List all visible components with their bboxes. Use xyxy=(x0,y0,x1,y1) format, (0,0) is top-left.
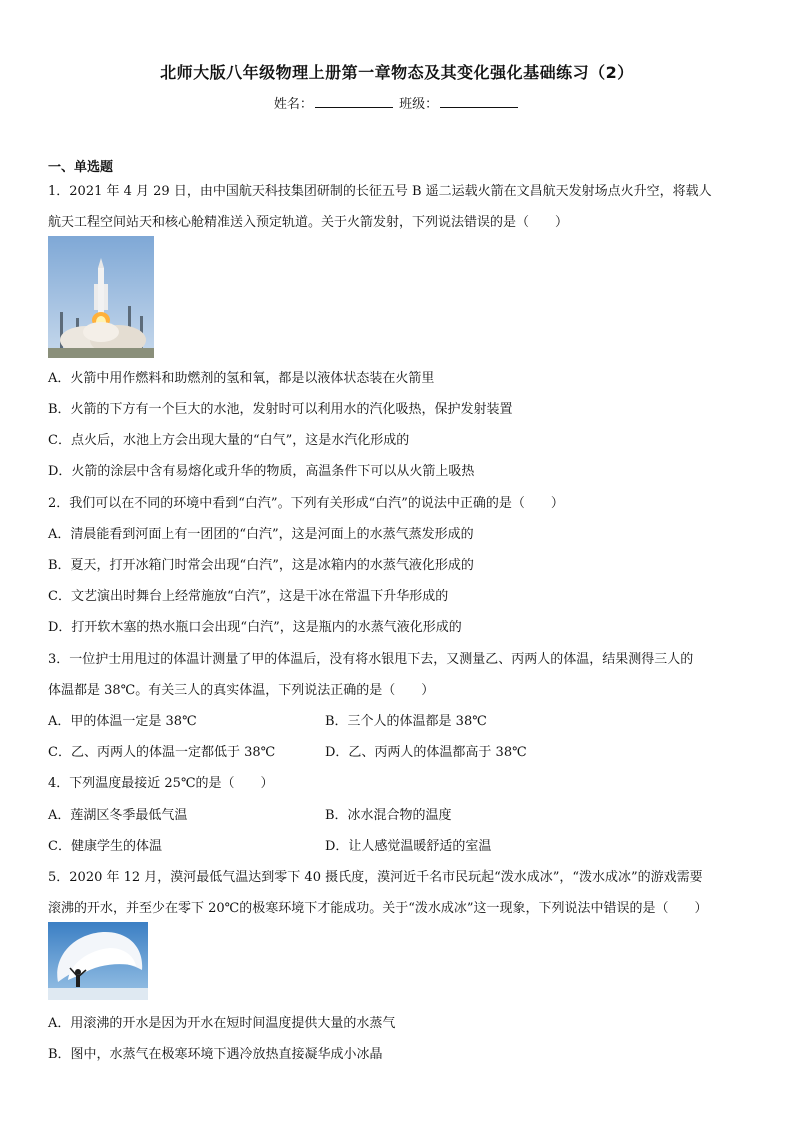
q1-option-a: A．火箭中用作燃料和助燃剂的氢和氧，都是以液体状态装在火箭里 xyxy=(48,371,435,386)
q5-option-a: A．用滚沸的开水是因为开水在短时间温度提供大量的水蒸气 xyxy=(48,1016,396,1031)
q1-stem-line1: 1．2021 年 4 月 29 日，由中国航天科技集团研制的长征五号 B 遥二运载火箭在文昌航天发射场点火升空，将载人 xyxy=(48,184,712,199)
splash-water-ice-illustration xyxy=(48,922,148,1000)
q4-option-a: A．莲湖区冬季最低气温 xyxy=(48,808,188,823)
splash-water-ice-image xyxy=(48,922,148,1000)
class-label: 班级： xyxy=(399,97,439,112)
name-class-line xyxy=(0,93,794,112)
q4-option-d: D．让人感觉温暖舒适的室温 xyxy=(325,839,492,854)
q4-option-b: B．冰水混合物的温度 xyxy=(325,808,452,823)
q2-option-a: A．清晨能看到河面上有一团团的“白汽”，这是河面上的水蒸气蒸发形成的 xyxy=(48,527,474,542)
name-label: 姓名： xyxy=(273,97,313,112)
q5-stem-line1: 5．2020 年 12 月，漠河最低气温达到零下 40 摄氏度，漠河近千名市民玩起“泼水成冰”，“泼水成冰”的游戏需要 xyxy=(48,870,703,885)
q4-option-c: C．健康学生的体温 xyxy=(48,839,162,854)
q3-option-d: D．乙、丙两人的体温都高于 38℃ xyxy=(325,745,527,760)
q4-stem: 4．下列温度最接近 25℃的是（ ） xyxy=(48,776,274,791)
q3-option-b: B．三个人的体温都是 38℃ xyxy=(325,714,487,729)
q5-option-b: B．图中，水蒸气在极寒环境下遇冷放热直接凝华成小冰晶 xyxy=(48,1047,383,1062)
q3-stem-line1: 3．一位护士用甩过的体温计测量了甲的体温后，没有将水银甩下去，又测量乙、丙两人的体温，结果测得三人的 xyxy=(48,652,694,667)
q2-option-c: C．文艺演出时舞台上经常施放“白汽”，这是干冰在常温下升华形成的 xyxy=(48,589,449,604)
section-heading: 一、单选题 xyxy=(48,160,114,175)
q3-option-a: A．甲的体温一定是 38℃ xyxy=(48,714,197,729)
q1-stem-line2: 航天工程空间站天和核心舱精准送入预定轨道。关于火箭发射，下列说法错误的是（ ） xyxy=(48,215,569,230)
q2-option-b: B．夏天，打开冰箱门时常会出现“白汽”，这是冰箱内的水蒸气液化形成的 xyxy=(48,558,474,573)
q5-stem-line2: 滚沸的开水，并至少在零下 20℃的极寒环境下才能成功。关于“泼水成冰”这一现象，下列说法中错误的是（ ） xyxy=(48,901,708,916)
q3-option-c: C．乙、丙两人的体温一定都低于 38℃ xyxy=(48,745,276,760)
q2-option-d: D．打开软木塞的热水瓶口会出现“白汽”，这是瓶内的水蒸气液化形成的 xyxy=(48,620,462,635)
page-title: 北师大版八年级物理上册第一章物态及其变化强化基础练习（2） xyxy=(160,63,634,82)
q2-stem: 2．我们可以在不同的环境中看到“白汽”。下列有关形成“白汽”的说法中正确的是（ ） xyxy=(48,496,564,511)
class-blank[interactable] xyxy=(440,95,518,108)
q1-option-d: D．火箭的涂层中含有易熔化或升华的物质，高温条件下可以从火箭上吸热 xyxy=(48,464,475,479)
rocket-launch-illustration xyxy=(48,236,154,358)
rocket-launch-image xyxy=(48,236,154,358)
q1-option-b: B．火箭的下方有一个巨大的水池，发射时可以利用水的汽化吸热，保护发射装置 xyxy=(48,402,513,417)
name-blank[interactable] xyxy=(315,95,393,108)
q1-option-c: C．点火后，水池上方会出现大量的“白气”，这是水汽化形成的 xyxy=(48,433,410,448)
q3-stem-line2: 体温都是 38℃。有关三人的真实体温，下列说法正确的是（ ） xyxy=(48,683,435,698)
